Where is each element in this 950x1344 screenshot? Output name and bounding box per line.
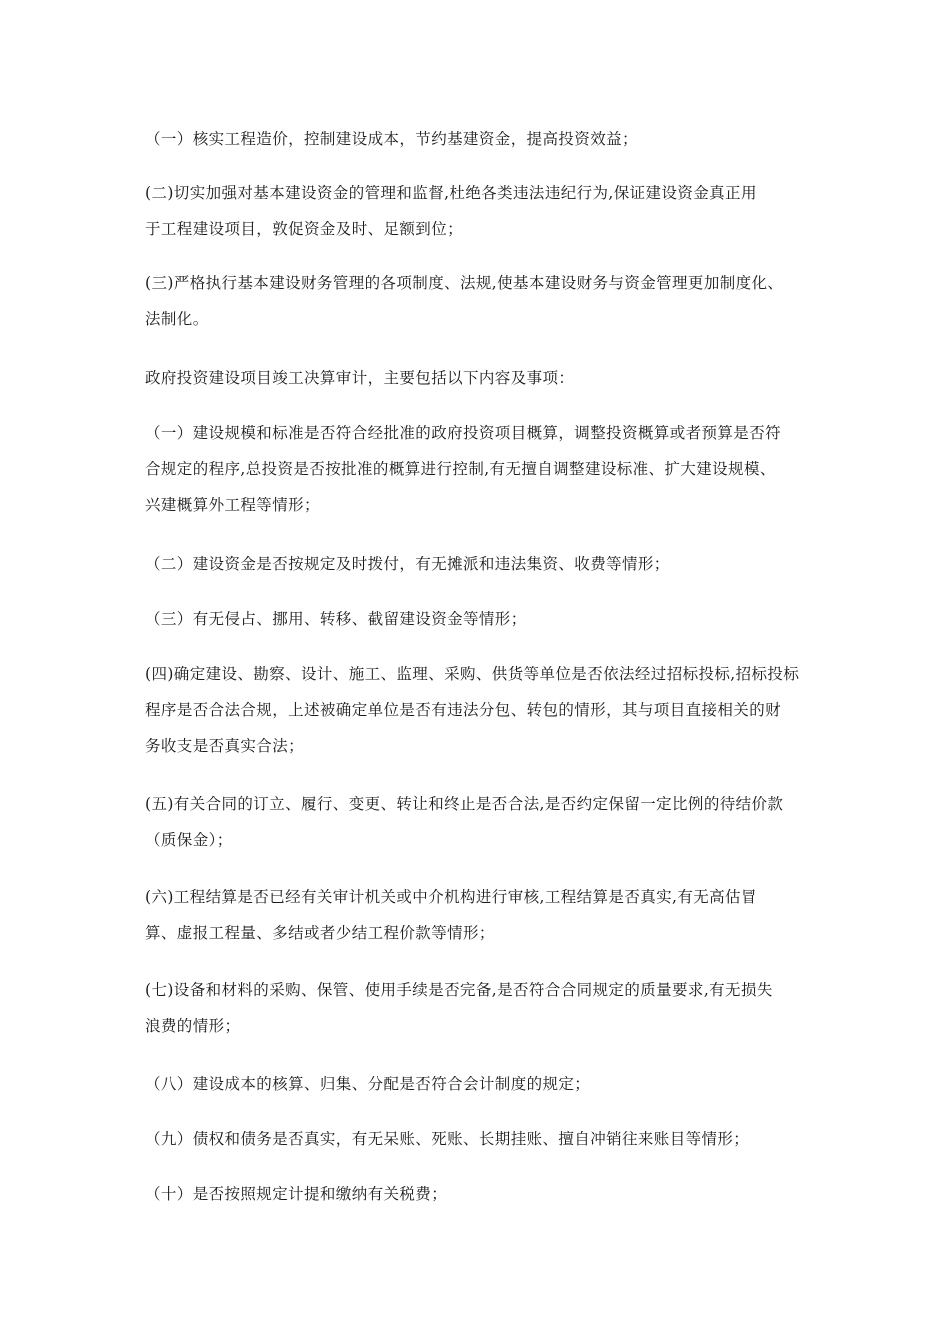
text-line: 务收支是否真实合法；	[145, 737, 305, 755]
paragraph-audit-item-3	[145, 601, 817, 637]
paragraph-audit-item-7	[145, 972, 817, 1044]
text-line: （一）建设规模和标准是否符合经批准的政府投资项目概算，调整投资概算或者预算是否符	[145, 424, 782, 442]
paragraph-audit-intro	[145, 360, 817, 396]
paragraph-objective-2	[145, 175, 817, 247]
text-line: （三）有无侵占、挪用、转移、截留建设资金等情形；	[145, 610, 527, 628]
paragraph-audit-item-10	[145, 1176, 817, 1212]
text-line: 算、虚报工程量、多结或者少结工程价款等情形；	[145, 924, 495, 942]
paragraph-audit-item-6	[145, 879, 817, 951]
text-line: （九）债权和债务是否真实，有无呆账、死账、长期挂账、擅自冲销往来账目等情形；	[145, 1130, 750, 1148]
text-line: (七)设备和材料的采购、保管、使用手续是否完备,是否符合合同规定的质量要求,有无损失	[145, 981, 773, 999]
paragraph-objective-1	[145, 121, 817, 157]
text-line: （二）建设资金是否按规定及时拨付，有无摊派和违法集资、收费等情形；	[145, 555, 670, 573]
text-line: 浪费的情形；	[145, 1017, 241, 1035]
text-line: (六)工程结算是否已经有关审计机关或中介机构进行审核,工程结算是否真实,有无高估冒	[145, 888, 757, 906]
text-line: 合规定的程序,总投资是否按批准的概算进行控制,有无擅自调整建设标准、扩大建设规模、	[145, 460, 776, 478]
paragraph-objective-3	[145, 265, 817, 337]
text-line: (三)严格执行基本建设财务管理的各项制度、法规,使基本建设财务与资金管理更加制度化、	[145, 274, 784, 292]
text-line: 法制化。	[145, 310, 209, 328]
text-line: 政府投资建设项目竣工决算审计，主要包括以下内容及事项：	[145, 369, 575, 387]
text-line: （十）是否按照规定计提和缴纳有关税费；	[145, 1185, 448, 1203]
paragraph-audit-item-2	[145, 546, 817, 582]
paragraph-audit-item-1	[145, 415, 817, 523]
text-line: (二)切实加强对基本建设资金的管理和监督,杜绝各类违法违纪行为,保证建设资金真正用	[145, 184, 757, 202]
text-line: （一）核实工程造价，控制建设成本，节约基建资金，提高投资效益；	[145, 130, 638, 148]
paragraph-audit-item-5	[145, 786, 817, 858]
text-line: (五)有关合同的订立、履行、变更、转让和终止是否合法,是否约定保留一定比例的待结价款	[145, 795, 784, 813]
text-line: （八）建设成本的核算、归集、分配是否符合会计制度的规定；	[145, 1075, 591, 1093]
text-line: (四)确定建设、勘察、设计、施工、监理、采购、供货等单位是否依法经过招标投标,招标投标	[145, 665, 800, 683]
text-line: 于工程建设项目，敦促资金及时、足额到位；	[145, 220, 464, 238]
paragraph-audit-item-8	[145, 1066, 817, 1102]
text-line: 程序是否合法合规，上述被确定单位是否有违法分包、转包的情形，其与项目直接相关的财	[145, 701, 782, 719]
paragraph-audit-item-4	[145, 656, 817, 764]
text-line: （质保金）；	[145, 831, 233, 849]
text-line: 兴建概算外工程等情形；	[145, 496, 320, 514]
paragraph-audit-item-9	[145, 1121, 817, 1157]
